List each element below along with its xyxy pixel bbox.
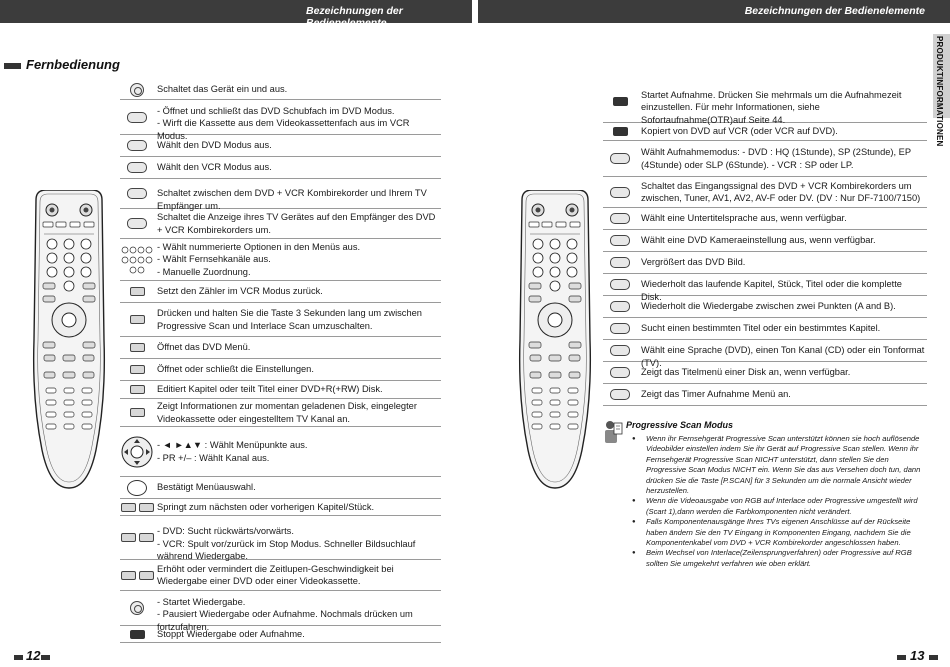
button-row xyxy=(603,362,927,384)
pscan-button-icon xyxy=(120,303,154,336)
search-button-icon xyxy=(603,318,637,339)
button-row xyxy=(120,281,441,303)
notes-list xyxy=(630,434,930,569)
button-row xyxy=(120,303,441,337)
button-description: Vergrößert das DVD Bild. xyxy=(641,257,746,268)
repeat-button-icon xyxy=(603,274,637,295)
button-description: Wählt den VCR Modus aus. xyxy=(157,162,272,173)
edit-button-icon xyxy=(120,381,154,398)
button-row xyxy=(603,384,927,406)
open-close-button-icon xyxy=(120,100,154,134)
audio-button-icon xyxy=(603,340,637,361)
button-description: Wählt Aufnahmemodus: - DVD : HQ (1Stunde), SP (2Stunde), EP (4Stunde) oder SLP (6Stunde). - VCR : SP oder LP. xyxy=(641,147,911,170)
button-row xyxy=(603,230,927,252)
button-description: Öffnet das DVD Menü. xyxy=(157,342,251,353)
button-description: Springt zum nächsten oder vorherigen Kapitel/Stück. xyxy=(157,501,375,512)
angle-button-icon xyxy=(603,230,637,251)
button-row xyxy=(603,177,927,208)
direction-pad-icon xyxy=(120,427,154,476)
power-button-icon xyxy=(120,80,154,99)
button-description: Wiederholt die Wiedergabe zwischen zwei Punkten (A and B). xyxy=(641,301,896,312)
page-number-bar-left xyxy=(14,655,23,660)
button-description: Bestätigt Menüauswahl. xyxy=(157,482,256,493)
title-button-icon xyxy=(603,362,637,383)
button-description: - DVD: Sucht rückwärts/vorwärts. - VCR: Spult vor/zurück im Stop Modus. Schneller Bildsuchlauf während Wiedergabe. xyxy=(157,526,416,561)
button-row xyxy=(120,100,441,141)
button-description: Sucht einen bestimmten Titel oder ein bestimmtes Kapitel. xyxy=(641,323,881,334)
button-description: Wählt eine Sprache (DVD), einen Ton Kanal (CD) oder ein Tonformat (TV). xyxy=(641,345,925,368)
button-description: Wiederholt das laufende Kapitel, Stück, Titel oder die komplette Disk. xyxy=(641,279,902,302)
page-number-left: 12 xyxy=(26,648,41,663)
note-item: ● Wenn die Videoausgabe von RGB auf Interlace oder Progressive umgestellt wird (Scart 1),dann werden die Farbkomponenten nicht verändert. xyxy=(630,496,930,517)
button-row xyxy=(603,141,927,177)
vcr-button-icon xyxy=(120,157,154,178)
button-description: Zeigt das Titelmenü einer Disk an, wenn verfügbar. xyxy=(641,367,851,378)
button-description: Zeigt das Timer Aufnahme Menü an. xyxy=(641,389,791,400)
button-row xyxy=(120,560,441,591)
tv-view-button-icon xyxy=(120,209,154,238)
remote-control-illustration-right xyxy=(516,190,594,490)
button-row xyxy=(120,135,441,157)
note-icon xyxy=(604,420,624,444)
title-bar-decoration xyxy=(4,63,21,69)
button-row xyxy=(603,252,927,274)
button-row xyxy=(120,399,441,427)
button-row xyxy=(120,477,441,499)
rec-speed-button-icon xyxy=(603,141,637,176)
clear-button-icon xyxy=(120,281,154,302)
button-description: Schaltet das Gerät ein und aus. xyxy=(157,84,288,95)
prev-next-buttons-icon xyxy=(120,499,154,515)
search-buttons-icon xyxy=(120,516,154,559)
button-description: Startet Aufnahme. Drücken Sie mehrmals um die Aufnahmezeit einzustellen. Für mehr Informationen, siehe Sofortaufnahme(OTR)auf Seite 44. xyxy=(641,89,902,125)
button-row xyxy=(120,209,441,239)
subtitle-button-icon xyxy=(603,208,637,229)
button-description: Setzt den Zähler im VCR Modus zurück. xyxy=(157,286,323,297)
number-buttons-icon xyxy=(120,239,154,280)
button-row xyxy=(120,626,441,643)
button-description: Schaltet zwischen dem DVD + VCR Kombirekorder und Ihrem TV Empfänger um. xyxy=(157,188,427,211)
button-row xyxy=(120,80,441,100)
stop-button-icon xyxy=(120,626,154,642)
button-description: Editiert Kapitel oder teilt Titel einer DVD+R(+RW) Disk. xyxy=(157,384,383,395)
page-number-bar-right xyxy=(897,655,906,660)
timer-button-icon xyxy=(603,384,637,405)
button-description: Erhöht oder vermindert die Zeitlupen-Geschwindigkeit bei Wiedergabe einer DVD oder einer Videokassette. xyxy=(157,563,394,586)
notes-title: Progressive Scan Modus xyxy=(626,420,734,430)
button-description: - Öffnet und schließt das DVD Schubfach im DVD Modus. - Wirft die Kassette aus dem Videokassettenfach aus im VCR Modus. xyxy=(157,105,410,141)
button-description: Schaltet das Eingangssignal des DVD + VCR Kombirekorders um zwischen, Tuner, AV1, AV2, AV-F oder DV. (DV : Nur DF-7100/7150) xyxy=(641,180,921,203)
button-description: - Wählt nummerierte Optionen in den Menüs aus. - Wählt Fernsehkanäle aus. - Manuelle Zuordnung. xyxy=(157,241,361,277)
enter-button-icon xyxy=(120,477,154,498)
button-row xyxy=(120,499,441,516)
input-button-icon xyxy=(603,177,637,207)
page-number-bar-right-2 xyxy=(929,655,938,660)
button-description: Wählt eine DVD Kameraeinstellung aus, wenn verfügbar. xyxy=(641,235,876,246)
button-row xyxy=(120,359,441,381)
button-description: Drücken und halten Sie die Taste 3 Sekunden lang um zwischen Progressive Scan und Interlace Scan umzuschalten. xyxy=(157,308,422,331)
remote-control-illustration-left xyxy=(30,190,108,490)
setup-button-icon xyxy=(120,359,154,380)
button-row xyxy=(120,239,441,281)
menu-button-icon xyxy=(120,337,154,358)
dvd-button-icon xyxy=(120,135,154,156)
button-row xyxy=(120,337,441,359)
note-item: ● Wenn ihr Fernsehgerät Progressive Scan unterstützt können sie hoch auflösende Videobilder einstellen indem Sie ihr Gerät auf Progressive Scan stellen. Wenn ihr Fernsehgerät Progressive Scan NICHT unterstützt, dann stellen Sie den Progressive Scan Modus NICHT ein. Wenn Sie das aus Versehen doch tun, dann drücken Sie die Taste [P.SCAN] für 3 Sekunden um die normale Ansicht wieder herzustellen. xyxy=(630,434,930,496)
button-description: - Startet Wiedergabe. - Pausiert Wiedergabe oder Aufnahme. Nochmals drücken um fortzufahren. xyxy=(157,596,413,632)
button-row xyxy=(120,381,441,399)
note-item: ● Beim Wechsel von Interlace(Zeilensprungverfahren) oder Progressive auf RGB sollten Sie umgekehrt verfahren wie oben erklärt. xyxy=(630,548,930,569)
display-button-icon xyxy=(120,399,154,426)
rec-button-icon xyxy=(603,80,637,122)
button-description: Kopiert von DVD auf VCR (oder VCR auf DVD). xyxy=(641,126,838,137)
button-description: - ◄ ►▲▼ : Wählt Menüpunkte aus. - PR +/– : Wählt Kanal aus. xyxy=(157,440,308,463)
button-description: Wählt eine Untertitelsprache aus, wenn verfügbar. xyxy=(641,213,847,224)
button-row xyxy=(120,591,441,632)
button-row xyxy=(603,123,927,141)
page-header-right xyxy=(478,0,950,23)
repeat-ab-button-icon xyxy=(603,296,637,317)
button-row xyxy=(603,274,927,302)
button-description: Zeigt Informationen zur momentan geladenen Disk, eingelegter Videokassette oder eingestelltem TV Kanal an. xyxy=(157,401,417,424)
button-description: Schaltet die Anzeige ihres TV Gerätes auf den Empfänger des DVD + VCR Kombirekorders um. xyxy=(157,212,436,235)
header-title-left: Bezeichnungen der Bedienelemente xyxy=(306,5,403,29)
side-tab xyxy=(933,34,950,147)
page-number-bar-left-2 xyxy=(41,655,50,660)
button-description: Öffnet oder schließt die Einstellungen. xyxy=(157,364,314,375)
side-tab-label: PRODUKTINFORMATIONEN xyxy=(935,36,944,147)
button-row xyxy=(603,80,927,123)
dubbing-button-icon xyxy=(603,123,637,140)
section-title: Fernbedienung xyxy=(26,57,120,72)
button-row xyxy=(603,340,927,368)
zoom-button-icon xyxy=(603,252,637,273)
note-item: ● Falls Komponentenausgänge Ihres TVs eigenen Anschlüsse auf der Rückseite haben ändern Sie den TV Eingang in Komponenten Eingang, nachdem Sie die Komponentenkabel vom DVD + VCR Kombirekorder angeschlossen haben. xyxy=(630,517,930,548)
button-description: Stoppt Wiedergabe oder Aufnahme. xyxy=(157,628,305,639)
button-row xyxy=(120,427,441,477)
button-row xyxy=(603,296,927,318)
button-description: Wählt den DVD Modus aus. xyxy=(157,140,272,151)
header-title-right: Bezeichnungen der Bedienelemente xyxy=(744,5,925,17)
tv-vcr-button-icon xyxy=(120,179,154,208)
play-pause-button-icon xyxy=(120,591,154,625)
button-row xyxy=(603,208,927,230)
page-number-right: 13 xyxy=(910,648,925,663)
slow-buttons-icon xyxy=(120,560,154,590)
button-row xyxy=(120,179,441,209)
button-row xyxy=(120,157,441,179)
button-row xyxy=(603,318,927,340)
button-row xyxy=(120,516,441,560)
page-header-left xyxy=(0,0,472,29)
